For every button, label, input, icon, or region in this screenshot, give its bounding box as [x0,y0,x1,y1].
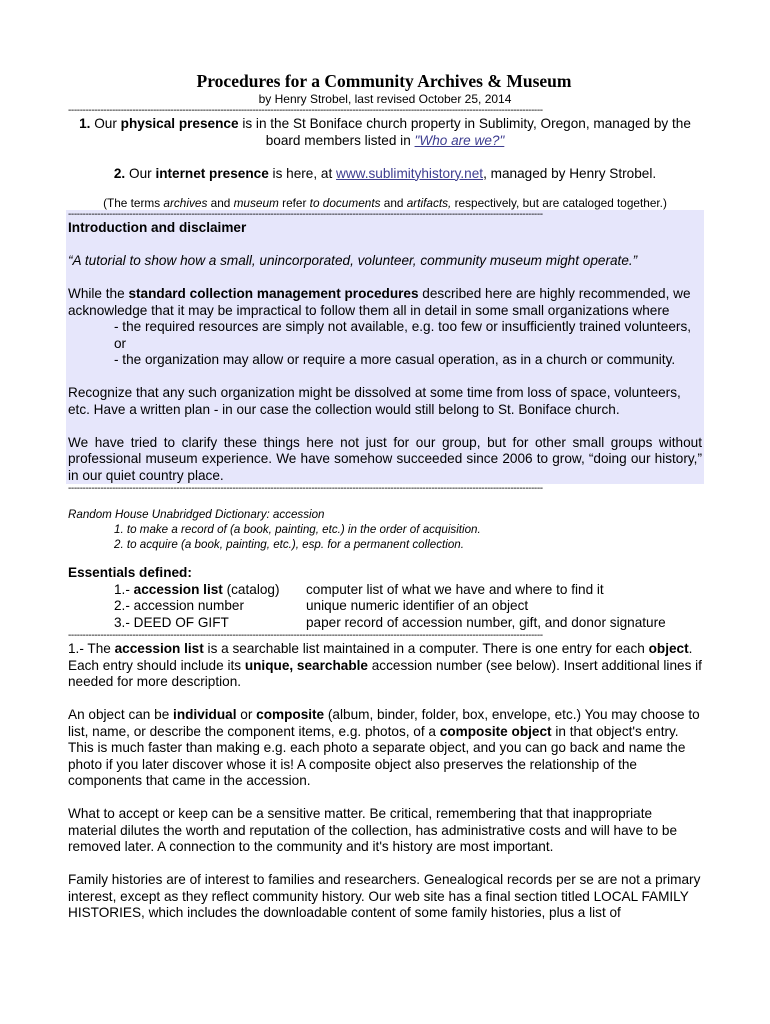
essentials-num-3: 3.- [114,614,130,630]
terms-p3: refer [278,196,310,210]
intro-paragraph-2: Recognize that any such organization might be dissolved at some time from loss of space, volunteers, etc. Have a written plan - in our case the collection would still belong to St. Boniface church. [68,385,681,417]
website-link[interactable]: www.sublimityhistory.net [336,165,484,181]
dictionary-def-1: 1. to make a record of (a book, painting, etc.) in the order of acquisition. [114,523,481,536]
essentials-heading [68,565,702,582]
section1-f: unique, searchable [244,657,368,673]
document-title: Procedures for a Community Archives & Museum [196,71,572,91]
internet-presence-paragraph [68,166,702,183]
section1-b: accession list [114,641,204,656]
para2-g: in that object's entry. This is much faster than making e.g. each photo a separate object, and you can go back and name the photo if you later discover whose it is! A composite object also preserves the relationship of the components that came in the accession. [68,723,686,788]
essentials-num-2: 2.- [114,598,130,613]
item1-text: is in the St Boniface church property in Sublimity, Oregon, managed by the board members listed in [238,116,691,148]
essentials-def-1: computer list of what we have and where to find it [306,581,604,597]
intro-p1-post: described here are highly recommended, we acknowledge that it may be impractical to follow them all in detail in some small organizations where [68,286,691,318]
divider-3: ------------------------------------------------------------------------------------------------------------------------------------------------------------------ [68,484,543,493]
section1-g: accession number (see below). Insert additional lines if needed for more description. [68,657,702,689]
essentials-num-1: 1.- [114,581,130,597]
para2-b: individual [173,707,237,722]
item2-number: 2. [113,165,126,181]
family-histories-paragraph: Family histories are of interest to families and researchers. Genealogical records per se are not a primary interest, except as they reflect community history. Our web site has a final section titled LOCAL FAMILY HISTORIES, which includes the downloadable content of some family histories, plus a list of [68,872,701,920]
essentials-row-1 [68,582,702,599]
item2-mid: is here, at [268,165,337,181]
composite-object-paragraph [68,707,702,790]
divider-4: ------------------------------------------------------------------------------------------------------------------------------------------------------------------ [68,631,543,640]
section1-c: is a searchable list maintained in a computer. There is one entry for each [203,641,649,656]
divider-2: ------------------------------------------------------------------------------------------------------------------------------------------------------------------ [68,210,543,219]
item2-pre: Our [125,165,156,181]
intro-heading [68,220,702,237]
section1-num: 1.- [68,641,84,656]
section1-d: object [648,641,689,656]
terms-i4: artifacts, [406,196,452,210]
terms-p1: (The terms [103,196,164,210]
para2-a: An object can be [68,707,174,722]
document-byline: by Henry Strobel, last revised October 25, 2014 [258,92,512,106]
intro-bullet-2: - the organization may allow or require a more casual operation, as in a church or community. [114,352,676,367]
para2-e: (album, binder, folder, box, envelope, etc.) You may choose to list, name, or describe the component items, e.g. photos, of a [68,707,700,739]
dictionary-definition [68,507,702,552]
intro-bullet-1: - the required resources are simply not available, e.g. too few or insufficiently trained volunteers, or [114,319,692,351]
essentials-term-1: (catalog) [222,581,280,597]
who-are-we-link[interactable]: "Who are we?" [414,132,505,148]
section1-a: The [83,641,115,656]
essentials-row-2 [68,598,702,615]
accession-list-paragraph [68,641,702,691]
essentials-def-3: paper record of accession number, gift, and donor signature [306,614,666,630]
dictionary-source: Random House Unabridged Dictionary: accession [68,508,325,521]
terms-i3: to documents [309,196,381,210]
para2-d: composite [256,707,325,722]
item1-pre: Our [90,116,121,131]
document-page [68,70,702,922]
divider-1: ------------------------------------------------------------------------------------------------------------------------------------------------------------------ [68,106,543,115]
terms-p2: and [207,196,234,210]
essentials-def-2: unique numeric identifier of an object [306,598,529,613]
para2-c: or [236,707,257,722]
terms-i2: museum [233,196,279,210]
intro-heading-text: Introduction and disclaimer [68,220,247,235]
introduction-box [66,210,704,484]
intro-paragraph-3: We have tried to clarify these things here not just for our group, but for other small groups without professional museum experience. We have somehow succeeded since 2006 to grow, “doing our history,” in our quiet country place. [68,434,702,483]
essentials-term-3: DEED OF GIFT [129,614,229,630]
dictionary-def-2: 2. to acquire (a book, painting, etc.), esp. for a permanent collection. [114,538,464,551]
intro-tagline-text: “A tutorial to show how a small, unincorporated, volunteer, community museum might operate.” [68,253,638,268]
item1-number: 1. [79,116,91,131]
essentials-heading-text: Essentials defined: [68,565,192,580]
intro-p1-bold: standard collection management procedures [128,286,419,301]
intro-p1-pre: While the [68,286,129,301]
intro-tagline [68,253,702,270]
intro-paragraph-1 [68,286,702,319]
essentials-term-2: accession number [129,598,244,613]
item1-bold: physical presence [120,116,239,131]
item2-post: , managed by Henry Strobel. [483,165,657,181]
terms-i1: archives [163,196,208,210]
physical-presence-paragraph [68,116,702,149]
para2-f: composite object [439,723,552,739]
section1-e: . Each entry should include its [68,641,693,673]
terms-p4: and [380,196,407,210]
terms-note [68,196,702,210]
essentials-term-bold-1: accession list [129,581,223,597]
essentials-row-3 [68,615,702,632]
item2-bold: internet presence [155,165,269,181]
what-to-accept-paragraph: What to accept or keep can be a sensitive matter. Be critical, remembering that that inappropriate material dilutes the worth and reputation of the collection, has administrative costs and will have to be removed later. A connection to the community and it's history are most important. [68,806,678,854]
terms-p5: respectively, but are cataloged together.) [451,196,667,210]
